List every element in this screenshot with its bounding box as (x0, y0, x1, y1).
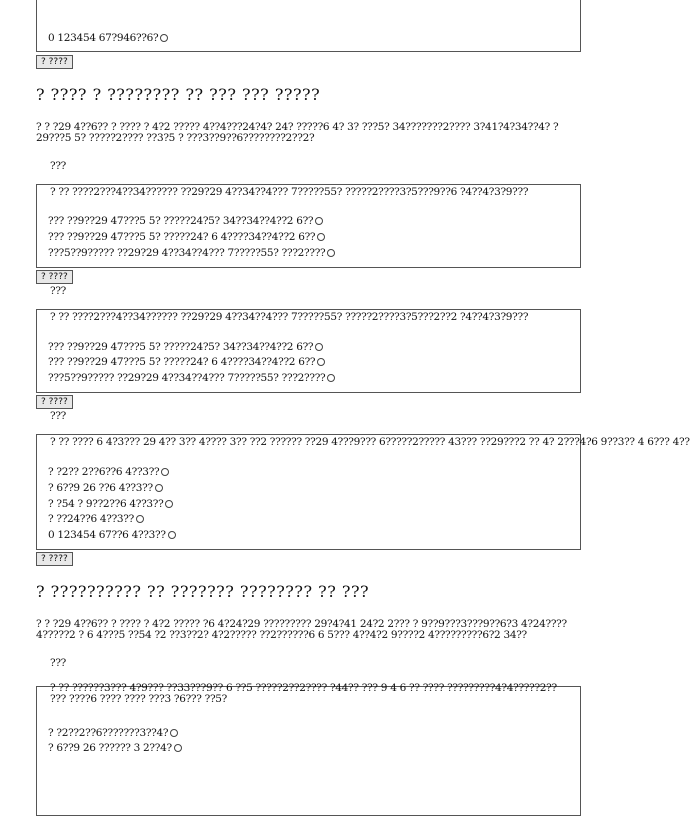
option-label: ??? ??9??29 47???5 5? ?????24?5? 34??34??4??2 6?? (48, 341, 314, 353)
section-heading: ? ?????????? ?? ??????? ???????? ?? ??? (36, 582, 370, 601)
check-button[interactable]: ? ???? (36, 55, 73, 69)
radio-button[interactable] (315, 217, 323, 225)
radio-button[interactable] (327, 249, 335, 257)
question-number: ??? (50, 410, 66, 422)
option-label: ? ??24??6 4??3?? (48, 513, 134, 525)
answer-option[interactable] (48, 341, 323, 353)
radio-button[interactable] (174, 744, 182, 752)
radio-button[interactable] (160, 34, 168, 42)
answer-option[interactable] (48, 215, 323, 227)
answer-option[interactable] (48, 498, 173, 510)
option-label: ? 6??9 26 ?????? 3 2??4? (48, 742, 172, 754)
radio-button[interactable] (168, 531, 176, 539)
radio-button[interactable] (161, 468, 169, 476)
option-label: ??? ??9??29 47???5 5? ?????24?5? 34??34??4??2 6?? (48, 215, 314, 227)
answer-option[interactable] (48, 466, 169, 478)
check-button[interactable]: ? ???? (36, 270, 73, 284)
answer-option[interactable] (48, 742, 182, 754)
radio-button[interactable] (155, 484, 163, 492)
answer-option[interactable] (48, 529, 176, 541)
radio-button[interactable] (165, 500, 173, 508)
section-intro: ? ? ?29 4??6?? ? ???? ? 4?2 ????? ?6 4?24?29 ????????? 29?4?41 24?2 2??? ? 9??9???3???9??6?3 4?24????4?????2 ? 6 4???5 ??54 ?2 ??3??2? 4?2????? ??2??????6 6 5??? 4??4?2 9????2 4?????????6?2 34?? (36, 618, 567, 641)
answer-option[interactable] (48, 727, 178, 739)
check-button[interactable]: ? ???? (36, 395, 73, 409)
question-number: ??? (50, 657, 66, 669)
radio-button[interactable] (136, 515, 144, 523)
option-label: ? 6??9 26 ??6 4??3?? (48, 482, 153, 494)
radio-button[interactable] (317, 358, 325, 366)
answer-option[interactable] (48, 372, 335, 384)
question-text: ? ?? ???? 6 4?3??? 29 4?? 3?? 4???? 3?? ??2 ?????? ??29 4???9??? 6?????2????? 43??? ??29???2 ?? 4? 2???4?6 9??3?? 4 6??? 4?? (50, 436, 690, 448)
radio-button[interactable] (317, 233, 325, 241)
answer-option[interactable] (48, 482, 163, 494)
section-heading: ? ???? ? ???????? ?? ??? ??? ????? (36, 85, 321, 104)
option-label: ???5??9????? ??29?29 4??34??4??? 7?????55? ???2???? (48, 372, 326, 384)
option-label: ???5??9????? ??29?29 4??34??4??? 7?????55? ???2???? (48, 247, 326, 259)
option-label: ??? ??9??29 47???5 5? ?????24? 6 4????34??4??2 6?? (48, 356, 316, 368)
prev-answer-option[interactable] (48, 32, 168, 44)
answer-option[interactable] (48, 513, 144, 525)
radio-button[interactable] (327, 374, 335, 382)
answer-option[interactable] (48, 356, 325, 368)
answer-option[interactable] (48, 247, 335, 259)
option-label: ??? ??9??29 47???5 5? ?????24? 6 4????34??4??2 6?? (48, 231, 316, 243)
prev-question-box (36, 0, 581, 52)
radio-button[interactable] (315, 343, 323, 351)
option-label: 0 123454 67??6 4??3?? (48, 529, 166, 541)
question-text: ? ?? ??????3??? 4?9??? ??33???9?? 6 ??5 ?????2??2???? ?44?? ??? 9 4 6 ?? ???? ?????????4?4?????2?? ??? ????6 ???? ???? ???3 ?6??? ??5? (50, 682, 557, 705)
option-label: 0 123454 67?946??6? (48, 32, 159, 44)
question-number: ??? (50, 160, 66, 172)
question-text: ? ?? ????2???4??34?????? ??29?29 4??34??4??? 7?????55? ?????2????3?5???9??6 ?4??4?3?9??? (50, 186, 529, 198)
section-intro: ? ? ?29 4??6?? ? ???? ? 4?2 ????? 4??4???24?4? 24? ?????6 4? 3? ???5? 34???????2???? 3?41?4?34??4? ?29???5 5? ?????2???? ??3?5 ? ???3??9??6????????2??2? (36, 121, 559, 144)
option-label: ? ?2??2??6???????3??4? (48, 727, 169, 739)
check-button[interactable]: ? ???? (36, 552, 73, 566)
radio-button[interactable] (170, 729, 178, 737)
question-text: ? ?? ????2???4??34?????? ??29?29 4??34??4??? 7?????55? ?????2????3?5???2??2 ?4??4?3?9??? (50, 311, 529, 323)
option-label: ? ?2?? 2??6??6 4??3?? (48, 466, 160, 478)
question-number: ??? (50, 285, 66, 297)
option-label: ? ?54 ? 9??2??6 4??3?? (48, 498, 164, 510)
answer-option[interactable] (48, 231, 325, 243)
